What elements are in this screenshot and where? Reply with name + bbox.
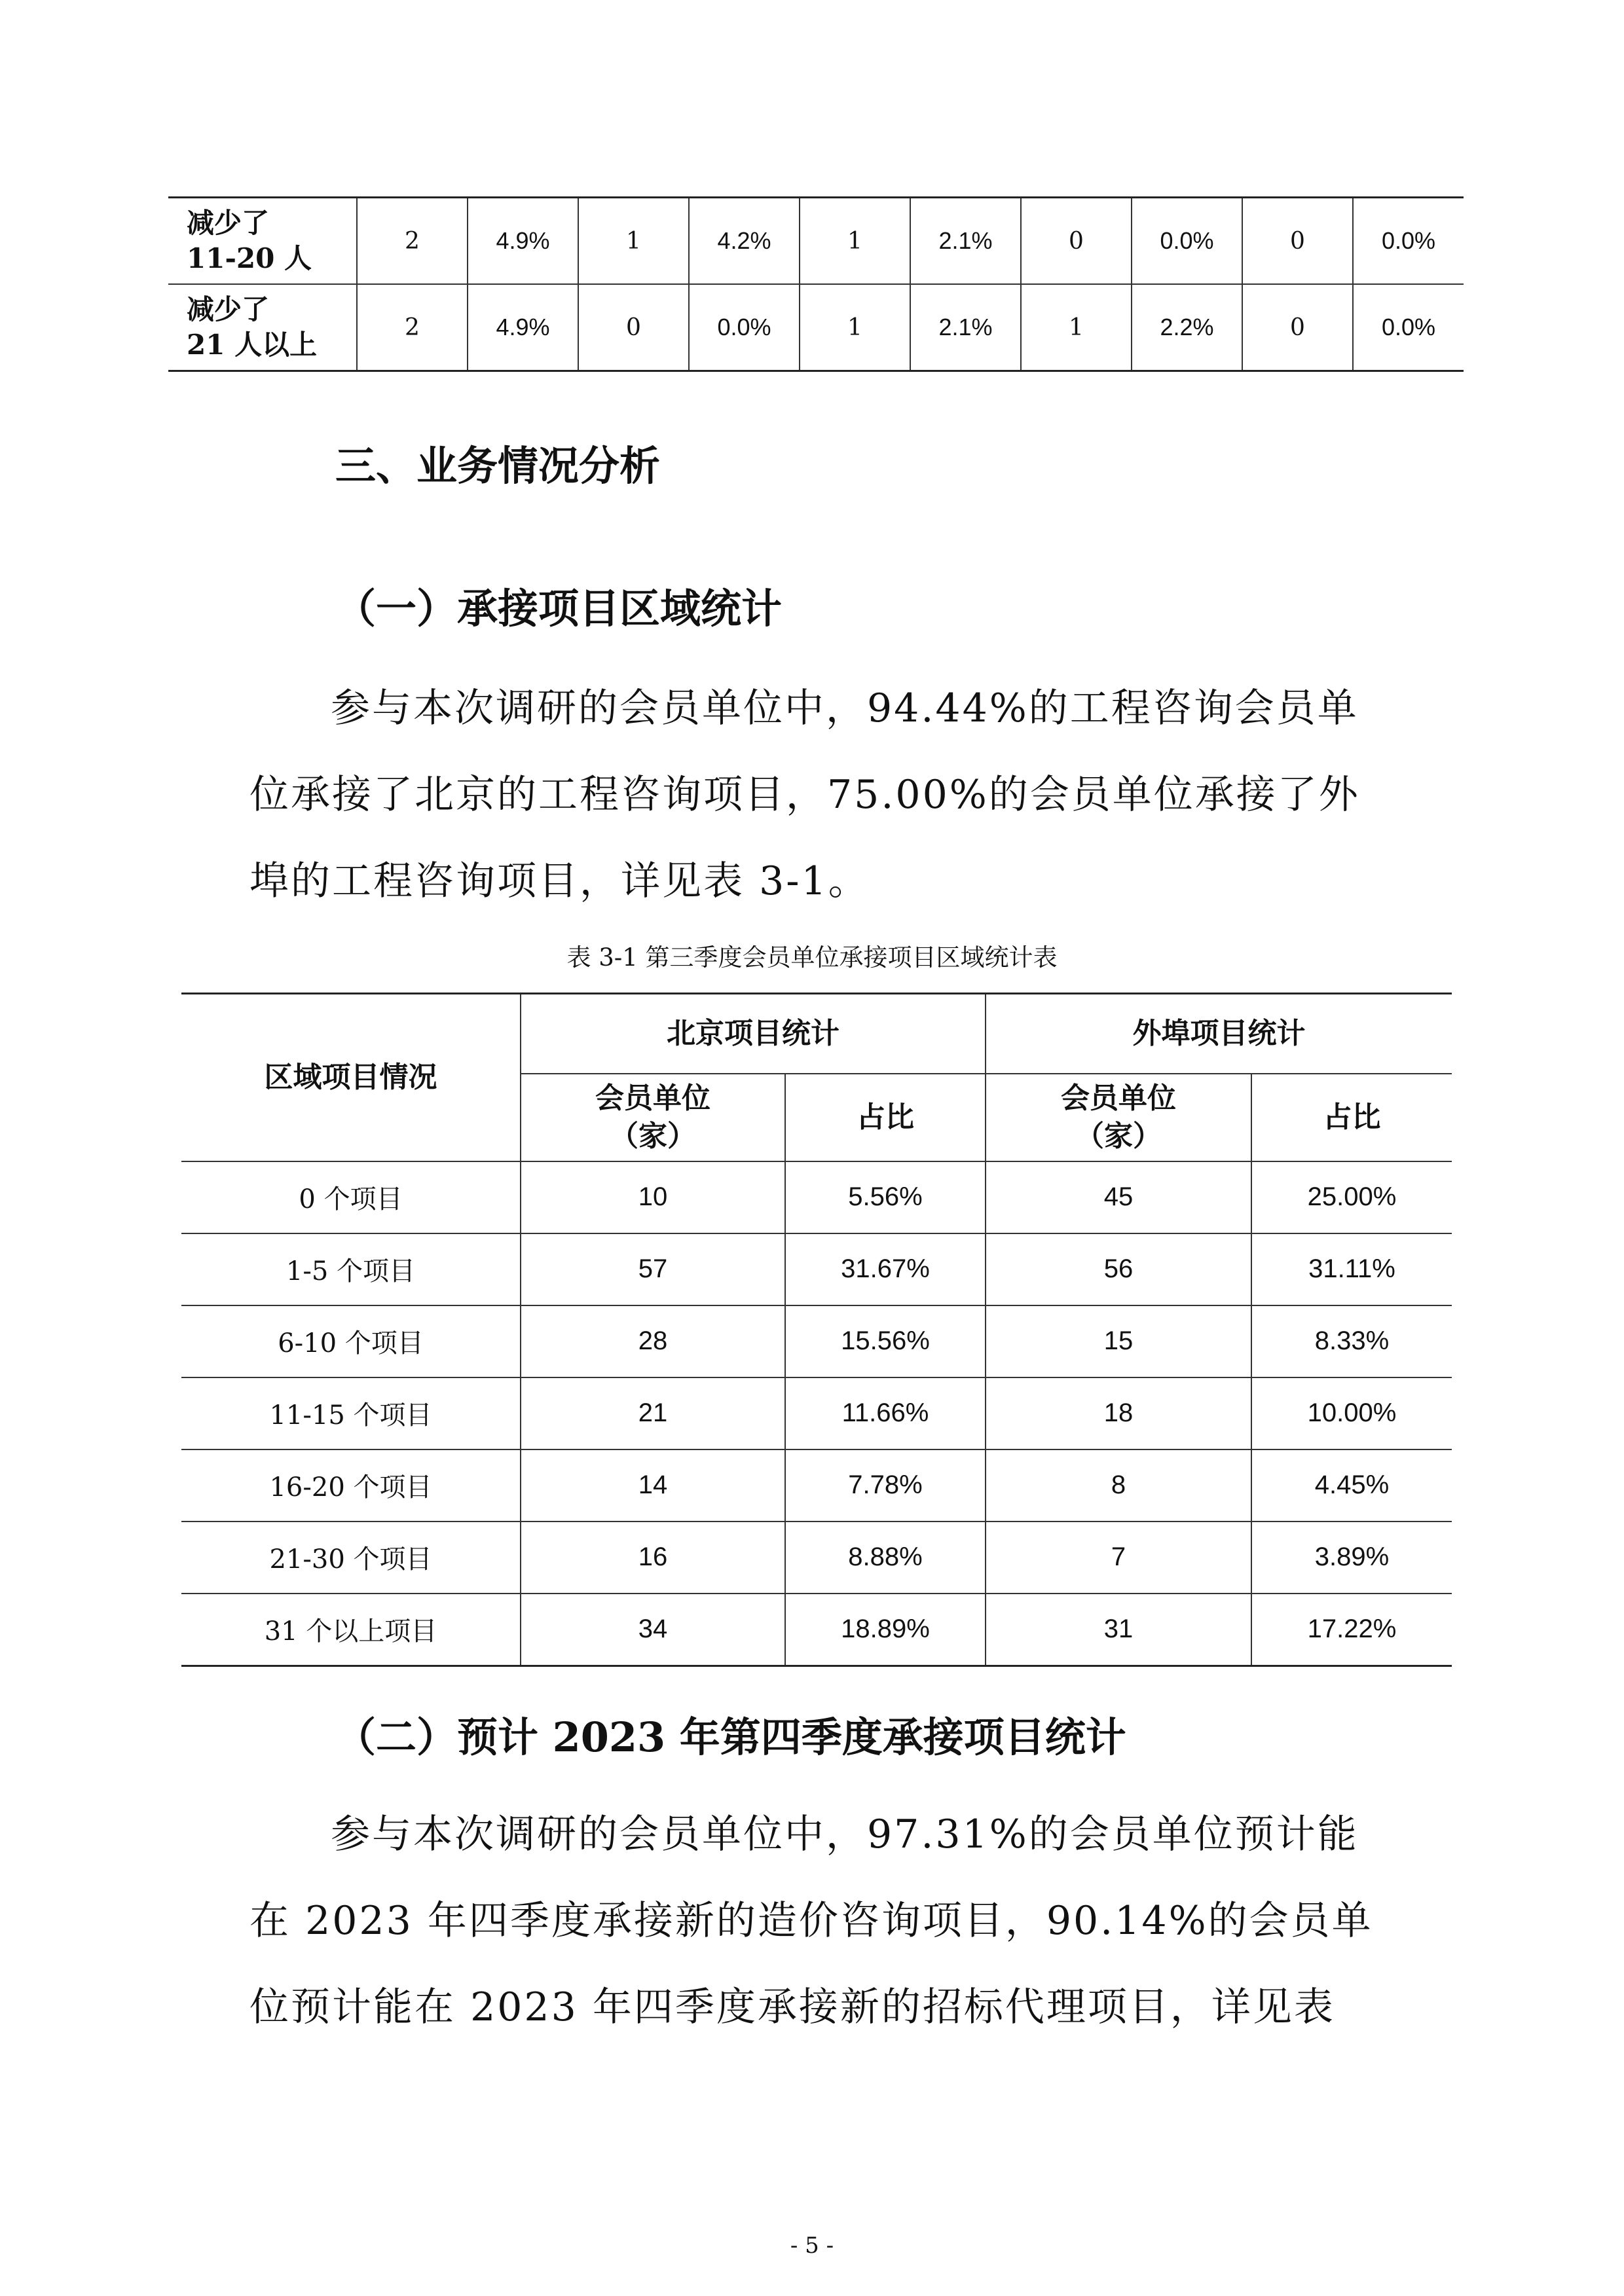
count-unit: （家） xyxy=(1075,1119,1162,1153)
outside-ratio-cell: 17.22% xyxy=(1251,1594,1452,1666)
section-heading: 三、业务情况分析 xyxy=(335,442,661,490)
count-cell: 0 xyxy=(1242,284,1353,371)
row-label-line: 减少了 xyxy=(187,207,270,239)
ratio-cell: 0.0% xyxy=(1353,284,1464,371)
table-row xyxy=(181,1594,1452,1666)
count-cell: 1 xyxy=(1021,284,1132,371)
outside-ratio-cell: 4.45% xyxy=(1251,1449,1452,1522)
row-label-line: 11-20 人 xyxy=(187,242,312,274)
previous-table-body xyxy=(168,198,1464,371)
count-cell: 1 xyxy=(800,198,910,285)
ratio-cell: 2.1% xyxy=(910,284,1021,371)
ratio-cell: 0.0% xyxy=(689,284,800,371)
outside-count-cell: 18 xyxy=(986,1377,1251,1449)
paragraph-2: 参与本次调研的会员单位中，97.31%的会员单位预计能在 2023 年四季度承接新的造价咨询项目，90.14%的会员单位预计能在 2023 年四季度承接新的招标代理项目，详见表 xyxy=(249,1812,1373,2030)
count-cell: 1 xyxy=(578,198,689,285)
beijing-count-cell: 21 xyxy=(521,1377,785,1449)
outside-ratio-cell: 25.00% xyxy=(1251,1161,1452,1233)
table-row xyxy=(181,1449,1452,1522)
outside-count-cell: 15 xyxy=(986,1305,1251,1377)
header-outside-count xyxy=(986,1074,1251,1161)
header-outside: 外埠项目统计 xyxy=(986,994,1452,1074)
beijing-ratio-cell: 15.56% xyxy=(785,1305,986,1377)
beijing-ratio-cell: 31.67% xyxy=(785,1233,986,1305)
count-unit: （家） xyxy=(610,1119,696,1153)
table-header xyxy=(181,994,1452,1161)
count-cell: 0 xyxy=(1242,198,1353,285)
table-row xyxy=(168,284,1464,371)
row-label: 16-20 个项目 xyxy=(181,1449,521,1522)
outside-count-cell: 45 xyxy=(986,1161,1251,1233)
table-row xyxy=(181,1233,1452,1305)
beijing-ratio-cell: 7.78% xyxy=(785,1449,986,1522)
count-cell: 2 xyxy=(357,198,468,285)
count-cell: 0 xyxy=(1021,198,1132,285)
count-cell: 1 xyxy=(800,284,910,371)
row-label-line: 减少了 xyxy=(187,293,270,325)
row-label: 6-10 个项目 xyxy=(181,1305,521,1377)
row-label: 1-5 个项目 xyxy=(181,1233,521,1305)
row-label xyxy=(168,284,357,371)
ratio-cell: 2.1% xyxy=(910,198,1021,285)
beijing-count-cell: 34 xyxy=(521,1594,785,1666)
row-label: 31 个以上项目 xyxy=(181,1594,521,1666)
outside-count-cell: 7 xyxy=(986,1522,1251,1594)
outside-count-cell: 31 xyxy=(986,1594,1251,1666)
count-cell: 2 xyxy=(357,284,468,371)
ratio-cell: 4.2% xyxy=(689,198,800,285)
beijing-ratio-cell: 11.66% xyxy=(785,1377,986,1449)
table-caption: 表 3-1 第三季度会员单位承接项目区域统计表 xyxy=(566,943,1058,972)
subsection-heading-2: （二）预计 2023 年第四季度承接项目统计 xyxy=(335,1713,1126,1761)
outside-count-cell: 56 xyxy=(986,1233,1251,1305)
table-row xyxy=(181,1161,1452,1233)
beijing-ratio-cell: 8.88% xyxy=(785,1522,986,1594)
header-region: 区域项目情况 xyxy=(181,994,521,1161)
ratio-cell: 2.2% xyxy=(1132,284,1242,371)
table-row xyxy=(181,1522,1452,1594)
header-beijing: 北京项目统计 xyxy=(521,994,986,1074)
ratio-cell: 0.0% xyxy=(1132,198,1242,285)
outside-ratio-cell: 31.11% xyxy=(1251,1233,1452,1305)
beijing-ratio-cell: 18.89% xyxy=(785,1594,986,1666)
ratio-cell: 0.0% xyxy=(1353,198,1464,285)
outside-ratio-cell: 8.33% xyxy=(1251,1305,1452,1377)
subsection-heading-1: （一）承接项目区域统计 xyxy=(335,585,783,632)
beijing-count-cell: 10 xyxy=(521,1161,785,1233)
header-outside-ratio: 占比 xyxy=(1251,1074,1452,1161)
row-label xyxy=(168,198,357,285)
table-row xyxy=(168,198,1464,285)
count-label: 会员单位 xyxy=(1061,1081,1176,1115)
table-row xyxy=(181,1305,1452,1377)
beijing-count-cell: 57 xyxy=(521,1233,785,1305)
header-beijing-count xyxy=(521,1074,785,1161)
header-beijing-ratio: 占比 xyxy=(785,1074,986,1161)
previous-table-continuation xyxy=(168,196,1464,372)
beijing-ratio-cell: 5.56% xyxy=(785,1161,986,1233)
beijing-count-cell: 16 xyxy=(521,1522,785,1594)
region-stats-table xyxy=(181,993,1452,1667)
paragraph-1: 参与本次调研的会员单位中，94.44%的工程咨询会员单位承接了北京的工程咨询项目，75.00%的会员单位承接了外埠的工程咨询项目，详见表 3-1。 xyxy=(249,685,1360,904)
row-label: 0 个项目 xyxy=(181,1161,521,1233)
ratio-cell: 4.9% xyxy=(468,284,578,371)
outside-count-cell: 8 xyxy=(986,1449,1251,1522)
row-label: 11-15 个项目 xyxy=(181,1377,521,1449)
ratio-cell: 4.9% xyxy=(468,198,578,285)
table-body xyxy=(181,1161,1452,1666)
page-number: - 5 - xyxy=(790,2232,834,2259)
row-label: 21-30 个项目 xyxy=(181,1522,521,1594)
outside-ratio-cell: 3.89% xyxy=(1251,1522,1452,1594)
count-cell: 0 xyxy=(578,284,689,371)
beijing-count-cell: 14 xyxy=(521,1449,785,1522)
beijing-count-cell: 28 xyxy=(521,1305,785,1377)
row-label-line: 21 人以上 xyxy=(187,329,318,361)
count-label: 会员单位 xyxy=(595,1081,710,1115)
table-row xyxy=(181,1377,1452,1449)
outside-ratio-cell: 10.00% xyxy=(1251,1377,1452,1449)
